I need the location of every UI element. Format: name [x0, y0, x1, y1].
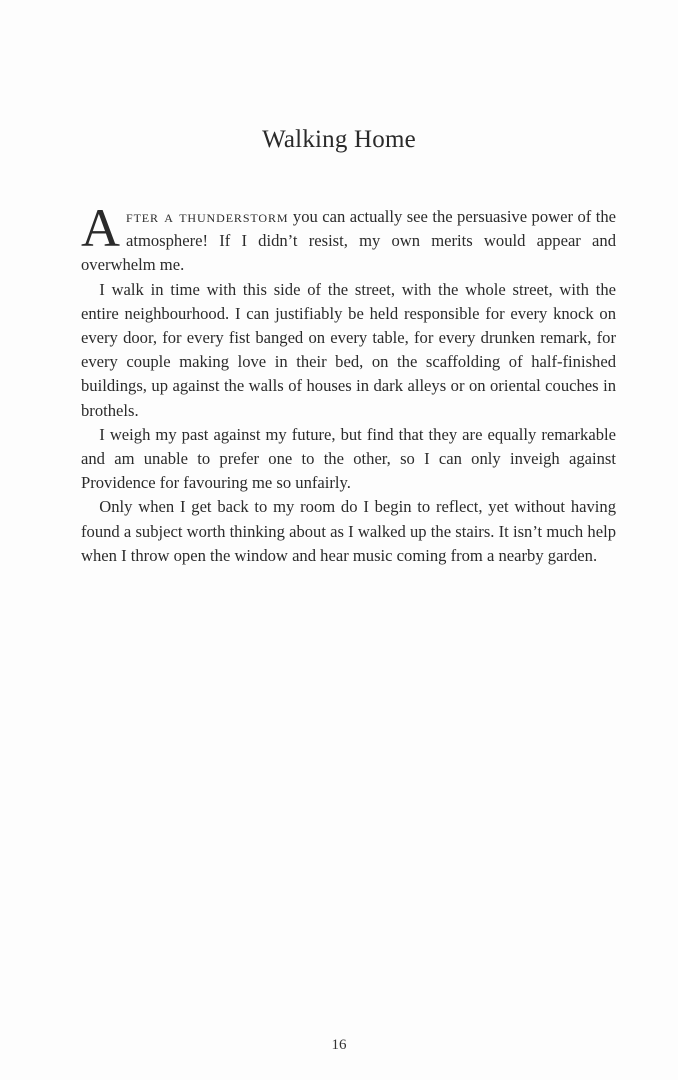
paragraph-1-text: you can actually see the persuasive power of the atmosphere! If I didn’t resist, my own merits would appear and overwhelm me. [81, 207, 617, 275]
chapter-body [81, 198, 617, 568]
paragraph-2: I walk in time with this side of the street, with the whole street, with the entire neighbourhood. I can justifiably be held responsible for every knock on every door, for every fist banged on every table, for every drunken remark, for every couple making love in their bed, on the scaffolding of half-finished buildings, up against the walls of houses in dark alleys or on oriental couches in brothels. [81, 279, 616, 420]
opening-small-caps: fter a thunderstorm [126, 207, 289, 226]
paragraph-1 [81, 198, 617, 278]
paragraph-3: I weigh my past against my future, but find that they are equally remarkable and am unable to prefer one to the other, so I can only inveigh against Providence for favouring me so unfairly. [81, 424, 616, 493]
paragraph-4: Only when I get back to my room do I begin to reflect, yet without having found a subject worth thinking about as I walked up the stairs. It isn’t much help when I throw open the window and hear music coming from a nearby garden. [81, 497, 616, 565]
chapter-title: Walking Home [262, 126, 416, 153]
page-number: 16 [331, 1037, 347, 1053]
drop-cap: A [81, 198, 120, 258]
